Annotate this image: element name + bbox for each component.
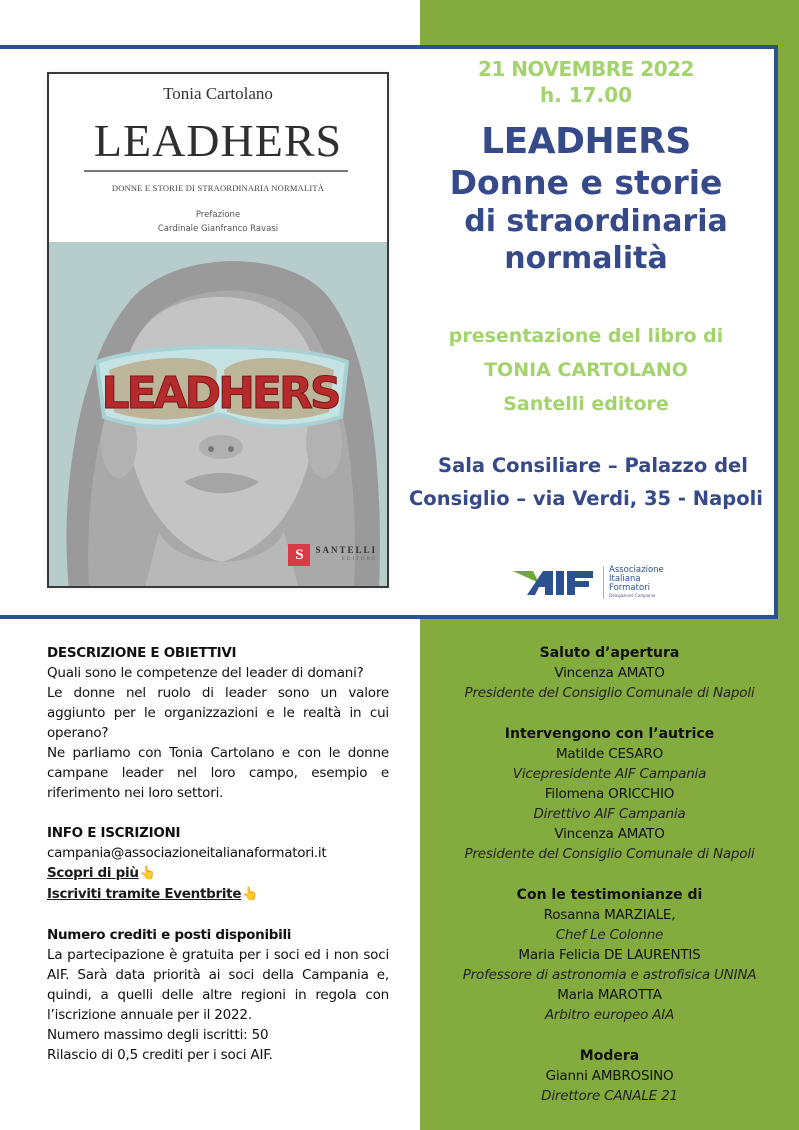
pointing-hand-icon: 👆 [242, 887, 259, 902]
speaker-name: Gianni AMBROSINO [545, 1068, 674, 1084]
speaker-role: Vicepresidente AIF Campania [512, 766, 707, 782]
publisher-label: Santelli editore [503, 393, 669, 415]
speaker-name: Filomena ORICCHIO [544, 786, 675, 802]
moderator-heading: Modera [579, 1048, 640, 1064]
event-header [400, 55, 772, 515]
presentation-label: presentazione del libro di [448, 325, 724, 347]
info-heading: INFO E ISCRIZIONI [47, 825, 181, 841]
cover-preface-label: Prefazione [195, 210, 241, 220]
author-name: TONIA CARTOLANO [484, 359, 688, 381]
credits-p2: Numero massimo degli iscritti: 50 [47, 1027, 269, 1043]
cover-author: Tonia Cartolano [163, 84, 273, 103]
contact-email[interactable]: campania@associazioneitalianaformatori.it [47, 845, 327, 861]
speaker-role: Direttivo AIF Campania [533, 806, 686, 822]
speaker-role: Arbitro europeo AIA [544, 1007, 675, 1023]
more-info-row [47, 863, 389, 884]
event-subtitle-2: di straordinaria [464, 204, 728, 239]
speaker-role: Professore di astronomia e astrofisica UNINA [462, 967, 757, 983]
description-p3: Ne parliamo con Tonia Cartolano e con le donne campane leader nel loro campo, esempio e riferimento nei loro settori. [47, 745, 389, 801]
speaker-name: Rosanna MARZIALE, [543, 907, 676, 923]
eventbrite-register-link[interactable]: Iscriviti tramite Eventbrite [47, 886, 242, 902]
event-subtitle-1: Donne e storie [449, 163, 723, 202]
testimonials-heading: Con le testimonianze di [516, 887, 703, 903]
speaker-name: Matilde CESARO [555, 746, 664, 762]
info-column [47, 643, 389, 1065]
speaker-role: Direttore CANALE 21 [541, 1088, 678, 1104]
speaker-role: Presidente del Consiglio Comunale di Napoli [464, 685, 755, 701]
aif-logo-text: Associazione Italiana Formatori Delegazione Campania [603, 566, 664, 599]
speaker-role: Chef Le Colonne [555, 927, 664, 943]
event-time: h. 17.00 [539, 83, 633, 107]
cover-illustration [49, 242, 387, 588]
event-subtitle-3: normalità [504, 241, 668, 276]
description-heading: DESCRIZIONE E OBIETTIVI [47, 645, 237, 661]
aif-logo-icon [513, 569, 597, 597]
register-row [47, 884, 389, 905]
venue [400, 449, 772, 515]
program-column [420, 643, 799, 1106]
aif-logo [513, 566, 664, 599]
description-p2: Le donne nel ruolo di leader sono un valore aggiunto per le organizzazioni e le realtà in cui operano? [47, 685, 389, 741]
credits-p1: La partecipazione è gratuita per i soci ed i non soci AIF. Sarà data priorità ai soci della Campania e, quindi, a quelli delle altre regioni in regola con l’iscrizione annuale per il 2022. [47, 947, 389, 1023]
description-p1: Quali sono le competenze del leader di domani? [47, 665, 364, 681]
opening-heading: Saluto d’apertura [539, 645, 680, 661]
event-title: LEADHERS [481, 121, 691, 162]
speaker-name: Maria MAROTTA [557, 987, 662, 1003]
glasses-text: LEADHERS [101, 368, 339, 419]
cover-preface-author: Cardinale Gianfranco Ravasi [157, 224, 279, 234]
publisher-name: SANTELLI [315, 545, 377, 555]
discover-more-link[interactable]: Scopri di più [47, 865, 139, 881]
cover-title: LEADHERS [93, 115, 343, 166]
cover-divider [84, 170, 348, 172]
speaker-name: Vincenza AMATO [554, 826, 665, 842]
publisher-mark: S [288, 544, 310, 566]
venue-line-1: Sala Consiliare – Palazzo del [438, 454, 748, 477]
credits-heading: Numero crediti e posti disponibili [47, 927, 292, 943]
speakers-heading: Intervengono con l’autrice [504, 726, 715, 742]
venue-line-2: Consiglio – via Verdi, 35 - Napoli [409, 487, 763, 510]
event-date: 21 NOVEMBRE 2022 [478, 57, 694, 81]
publisher-sub: EDITORE [341, 557, 377, 562]
cover-preface [49, 208, 387, 236]
publisher-logo [288, 544, 377, 566]
book-cover [47, 72, 389, 588]
cover-subtitle: DONNE E STORIE DI STRAORDINARIA NORMALITÀ [111, 183, 325, 193]
speaker-name: Maria Felicia DE LAURENTIS [518, 947, 701, 963]
credits-p3: Rilascio di 0,5 crediti per i soci AIF. [47, 1047, 273, 1063]
woman-with-glasses-illustration [49, 242, 389, 588]
speaker-name: Vincenza AMATO [554, 665, 665, 681]
speaker-role: Presidente del Consiglio Comunale di Napoli [464, 846, 755, 862]
presentation-info [400, 319, 772, 421]
pointing-hand-icon: 👆 [139, 866, 156, 881]
